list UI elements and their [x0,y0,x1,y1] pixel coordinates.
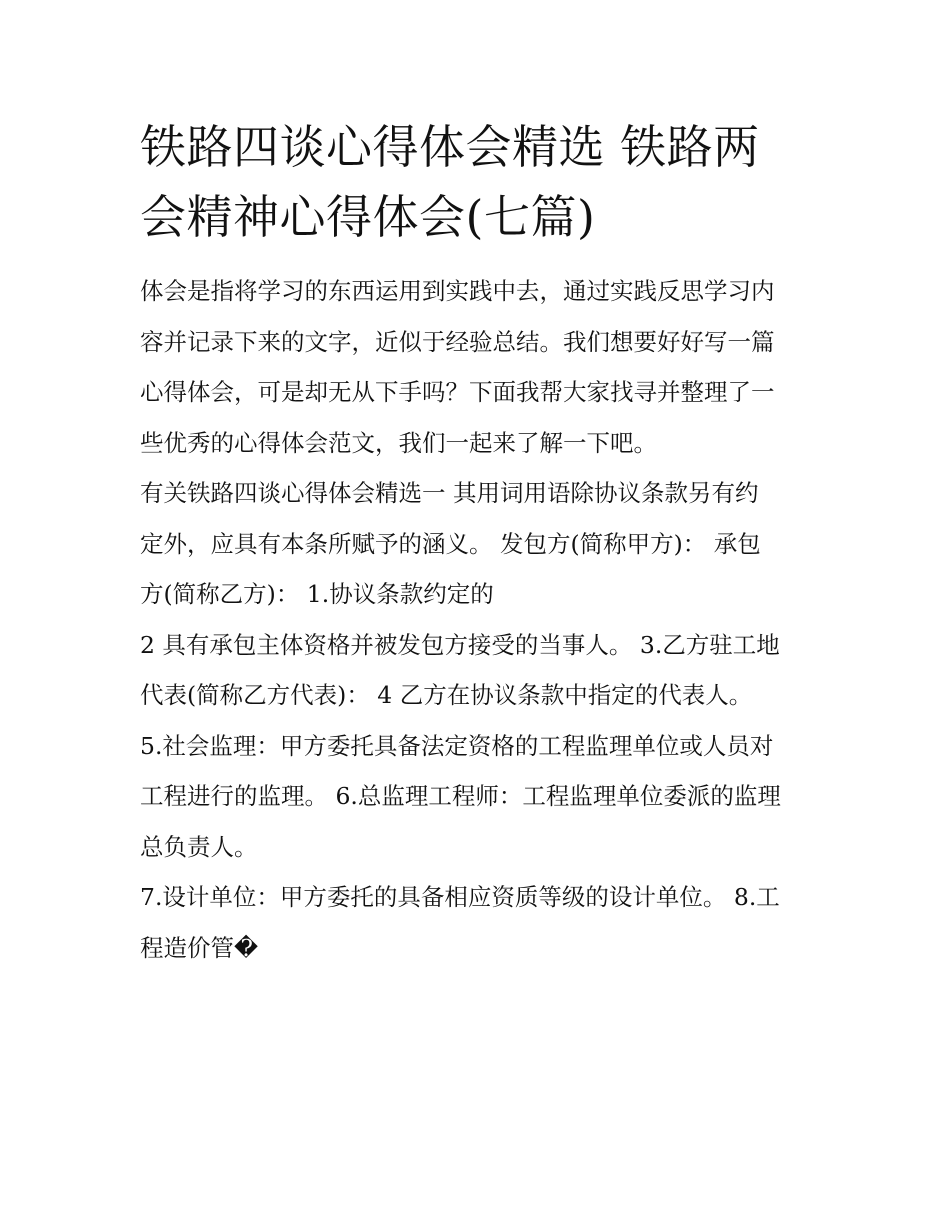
intro-paragraph [140,266,812,468]
text-line: 7.设计单位：甲方委托的具备相应资质等级的设计单位。 8.工 [140,883,780,911]
text-line: 心得体会，可是却无从下手吗？下面我帮大家找寻并整理了一 [140,378,775,406]
supervision-definition-paragraph [140,721,812,873]
text-line: 定外，应具有本条所赋予的涵义。 发包方(简称甲方)： 承包 [140,529,761,558]
text-line: 方(简称乙方)： 1.协议条款约定的 [140,580,494,608]
text-line: 些优秀的心得体会范文，我们一起来了解一下吧。 [140,428,657,457]
title-line: 会精神心得体会(七篇) [140,190,596,244]
text-line: 代表(简称乙方代表)： 4 乙方在协议条款中指定的代表人。 [140,681,753,709]
text-line: 工程进行的监理。 6.总监理工程师：工程监理单位委派的监理 [140,782,781,810]
text-line: 程造价管� [140,933,259,962]
contractor-definition-paragraph [140,620,812,721]
text-line: 容并记录下来的文字，近似于经验总结。我们想要好好写一篇 [140,327,775,356]
text-line: 总负责人。 [140,832,258,861]
title-line: 铁路四谈心得体会精选 铁路两 [140,120,760,174]
document-title [140,112,812,252]
text-line: 5.社会监理：甲方委托具备法定资格的工程监理单位或人员对 [140,731,774,760]
text-line: 体会是指将学习的东西运用到实践中去，通过实践反思学习内 [140,277,775,305]
section-one-paragraph [140,468,812,620]
text-line: 有关铁路四谈心得体会精选一 其用词用语除协议条款另有约 [140,479,759,507]
design-unit-paragraph [140,872,812,973]
text-line: 2 具有承包主体资格并被发包方接受的当事人。 3.乙方驻工地 [140,630,780,659]
document-page [140,112,812,973]
